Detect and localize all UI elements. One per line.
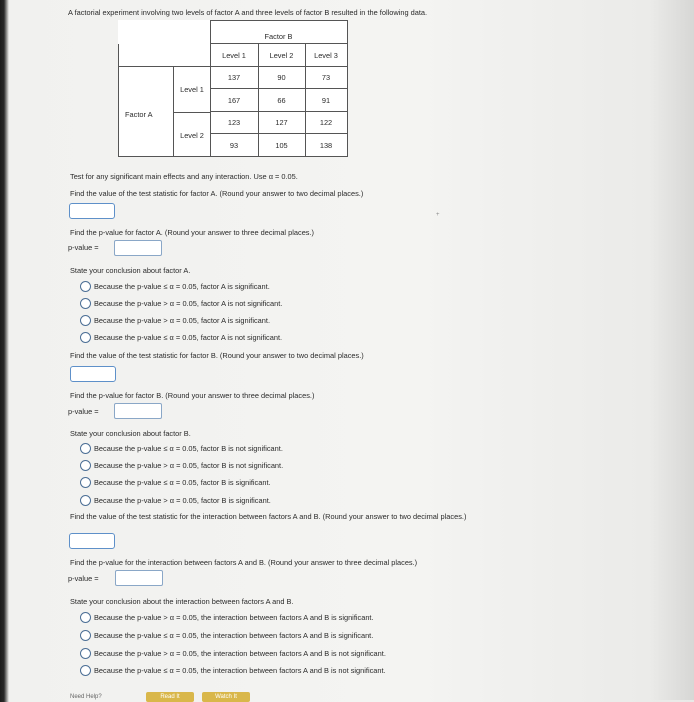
option-label: Because the p-value ≤ α = 0.05, factor B is significant. (94, 478, 271, 487)
radio-icon[interactable] (80, 332, 91, 343)
option-label: Because the p-value > α = 0.05, the interaction between factors A and B is significant. (94, 613, 374, 622)
interaction-p-input[interactable] (115, 570, 163, 586)
small-mark-icon: + (436, 212, 440, 218)
table-cell: 105 (258, 134, 305, 157)
option-label: Because the p-value > α = 0.05, factor B is significant. (94, 496, 271, 505)
factor-a-conclusion-prompt: State your conclusion about factor A. (70, 266, 191, 275)
factor-b-p-label: p-value = (68, 407, 99, 416)
option-label: Because the p-value > α = 0.05, the interaction between factors A and B is not significant. (94, 649, 386, 658)
radio-icon[interactable] (80, 460, 91, 471)
row-level-1-label: Level 1 (173, 67, 210, 113)
interaction-stat-input[interactable] (69, 533, 115, 549)
factor-b-header: Factor B (210, 21, 347, 44)
table-cell: 138 (305, 134, 347, 157)
factor-a-p-input[interactable] (114, 240, 162, 256)
factor-b-p-input[interactable] (114, 403, 162, 419)
table-cell: 167 (210, 89, 258, 112)
read-it-button[interactable]: Read It (146, 692, 194, 702)
factor-b-stat-prompt: Find the value of the test statistic for factor B. (Round your answer to two decimal places.) (70, 351, 364, 360)
table-cell: 127 (258, 112, 305, 134)
radio-icon[interactable] (80, 298, 91, 309)
table-cell: 90 (258, 67, 305, 89)
column-header: Level 1 (210, 44, 258, 67)
table-cell: 93 (210, 134, 258, 157)
table-cell: 122 (305, 112, 347, 134)
column-header: Level 2 (258, 44, 305, 67)
footer-label: Need Help? (70, 694, 102, 700)
radio-icon[interactable] (80, 315, 91, 326)
row-level-2-label: Level 2 (173, 113, 210, 157)
interaction-conclusion-prompt: State your conclusion about the interaction between factors A and B. (70, 597, 294, 606)
watch-it-button[interactable]: Watch It (202, 692, 250, 702)
option-label: Because the p-value ≤ α = 0.05, the interaction between factors A and B is significant. (94, 631, 374, 640)
option-label: Because the p-value ≤ α = 0.05, the interaction between factors A and B is not significant. (94, 666, 386, 675)
edge-shadow (650, 0, 694, 700)
factor-a-p-prompt: Find the p-value for factor A. (Round your answer to three decimal places.) (70, 228, 315, 237)
radio-icon[interactable] (80, 477, 91, 488)
option-label: Because the p-value > α = 0.05, factor B is not significant. (94, 461, 284, 470)
table-cell: 91 (305, 89, 347, 112)
radio-icon[interactable] (80, 443, 91, 454)
intro-text: A factorial experiment involving two levels of factor A and three levels of factor B resulted in the following data. (68, 8, 428, 17)
radio-icon[interactable] (80, 630, 91, 641)
option-label: Because the p-value > α = 0.05, factor A is significant. (94, 316, 271, 325)
factor-a-stat-input[interactable] (69, 203, 115, 219)
option-label: Because the p-value ≤ α = 0.05, factor A is not significant. (94, 333, 283, 342)
interaction-p-label: p-value = (68, 574, 99, 583)
data-table (118, 20, 348, 157)
table-cell: 73 (305, 67, 347, 89)
radio-icon[interactable] (80, 665, 91, 676)
radio-icon[interactable] (80, 648, 91, 659)
factor-a-stat-prompt: Find the value of the test statistic for factor A. (Round your answer to two decimal places.) (70, 189, 364, 198)
radio-icon[interactable] (80, 495, 91, 506)
factor-b-stat-input[interactable] (70, 366, 116, 382)
test-instruction: Test for any significant main effects and any interaction. Use α = 0.05. (70, 172, 298, 181)
table-cell: 123 (210, 112, 258, 134)
option-label: Because the p-value ≤ α = 0.05, factor B is not significant. (94, 444, 283, 453)
table-cell: 66 (258, 89, 305, 112)
factor-b-conclusion-prompt: State your conclusion about factor B. (70, 429, 191, 438)
interaction-stat-prompt: Find the value of the test statistic for the interaction between factors A and B. (Round your answer to two decimal places.) (70, 512, 467, 521)
option-label: Because the p-value ≤ α = 0.05, factor A is significant. (94, 282, 270, 291)
factor-a-label: Factor A (125, 110, 153, 119)
radio-icon[interactable] (80, 612, 91, 623)
interaction-p-prompt: Find the p-value for the interaction between factors A and B. (Round your answer to three decimal places.) (70, 558, 418, 567)
column-header: Level 3 (305, 44, 347, 67)
factor-a-p-label: p-value = (68, 243, 99, 252)
option-label: Because the p-value > α = 0.05, factor A is not significant. (94, 299, 283, 308)
factor-b-p-prompt: Find the p-value for factor B. (Round your answer to three decimal places.) (70, 391, 315, 400)
radio-icon[interactable] (80, 281, 91, 292)
table-cell: 137 (210, 67, 258, 89)
